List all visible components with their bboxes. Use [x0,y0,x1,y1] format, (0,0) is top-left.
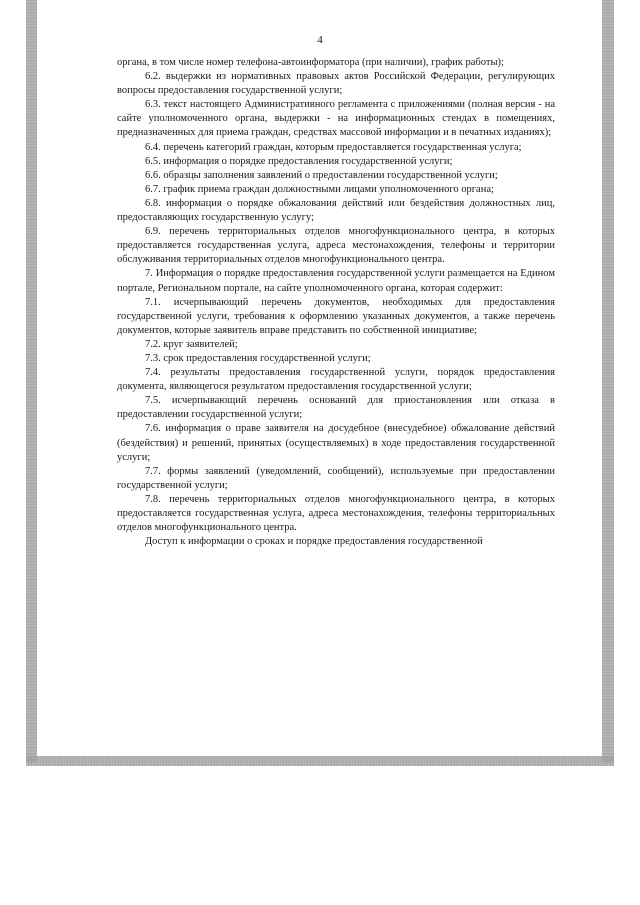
paragraph-6-9: 6.9. перечень территориальных отделов многофункционального центра, в которых предоставляется государственная услуга, адреса местонахождения, телефоны и территории обслуживания территориальных отделов многофункционального центра. [117,226,555,266]
paragraph-7-5: 7.5. исчерпывающий перечень оснований для приостановления или отказа в предоставлении государственной услуги; [117,395,555,421]
paragraph-6-3: 6.3. текст настоящего Административного регламента с приложениями (полная версия - на сайте уполномоченного органа, выдержки - на информационных стендах в помещениях, предназначенных для приема граждан, средствах массовой информации и в печатных изданиях); [117,99,555,139]
paragraph-7-3: 7.3. срок предоставления государственной услуги; [145,352,371,364]
scan-border-right [602,0,614,762]
paragraph-6-4: 6.4. перечень категорий граждан, которым предоставляется государственная услуга; [145,141,522,153]
paragraph-7-2: 7.2. круг заявителей; [145,338,238,350]
paragraph-6-2: 6.2. выдержки из нормативных правовых актов Российской Федерации, регулирующих вопросы предоставления государственной услуги; [117,71,555,97]
paragraph-7-8: 7.8. перечень территориальных отделов многофункционального центра, в которых предоставляется государственная услуга, адреса местонахождения, телефоны территориальных отделов многофункционального центра. [117,493,555,534]
paragraph-7-7: 7.7. формы заявлений (уведомлений, сообщений), используемые при предоставлении государственной услуги; [117,465,555,491]
document-body [117,56,555,549]
scan-border-left [26,0,37,762]
page-number: 4 [317,34,323,46]
paragraph-6-5: 6.5. информация о порядке предоставления государственной услуги; [145,155,453,167]
paragraph-6-7: 6.7. график приема граждан должностными лицами уполномоченного органа; [145,183,494,195]
paragraph-6-8: 6.8. информация о порядке обжалования действий или бездействия должностных лиц, предоставляющих государственную услугу; [117,197,555,224]
paragraph-7-1: 7.1. исчерпывающий перечень документов, необходимых для предоставления государственной услуги, требования к оформлению указанных документов, а также перечень документов, которые заявитель вправе представить по собственной инициативе; [117,296,555,336]
scan-border-bottom [26,756,614,766]
paragraph-continuation: органа, в том числе номер телефона-автоинформатора (при наличии), график работы); [117,57,504,68]
paragraph-access: Доступ к информации о сроках и порядке предоставления государственной [145,536,483,548]
paragraph-7-6: 7.6. информация о праве заявителя на досудебное (внесудебное) обжалование действий (бездействия) и решений, принятых (осуществляемых) в ходе предоставления государственной услуги; [117,423,555,463]
paragraph-6-6: 6.6. образцы заполнения заявлений о предоставлении государственной услуги; [145,169,498,181]
paragraph-7: 7. Информация о порядке предоставления государственной услуги размещается на Едином портале, Региональном портале, на сайте уполномоченного органа, которая содержит: [117,268,555,294]
paragraph-7-4: 7.4. результаты предоставления государственной услуги, порядок предоставления документа, являющегося результатом предоставления государственной услуги; [117,367,555,393]
